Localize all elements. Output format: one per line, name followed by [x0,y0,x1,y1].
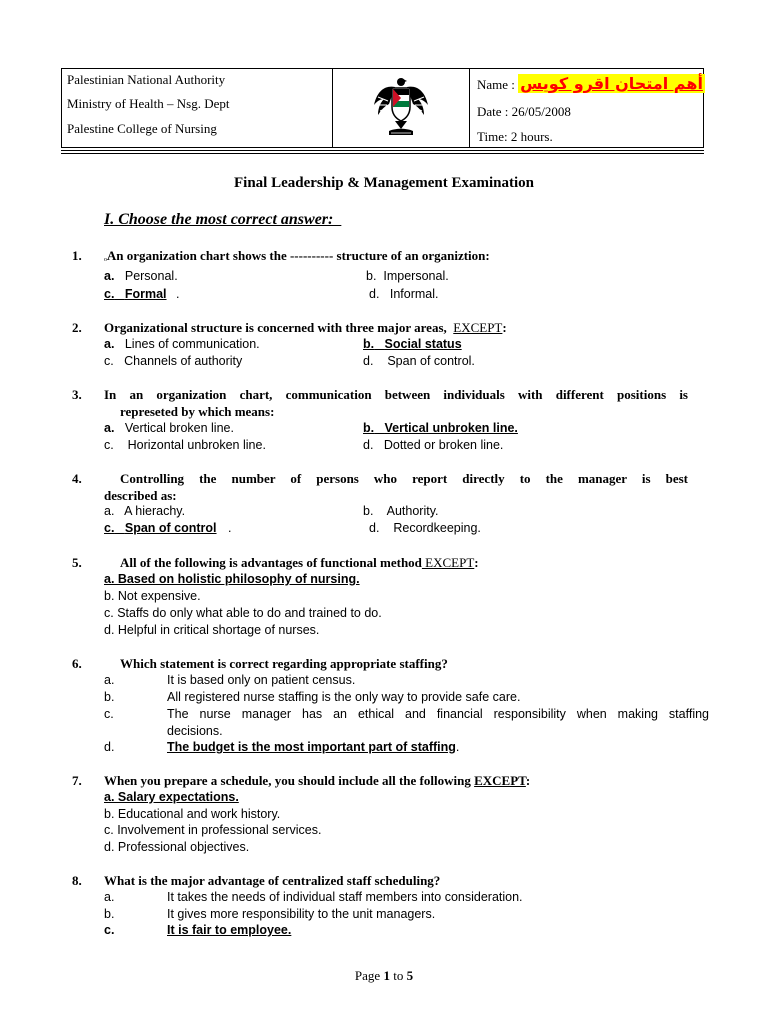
option-a: a. A hierachy. [104,504,186,518]
option-c: c. Channels of authority [104,354,243,368]
page-total: 5 [406,968,414,983]
question-stem: Controlling the number of persons who report directly to the manager is best [120,471,688,486]
option-d: d. Helpful in critical shortage of nurses. [104,623,320,637]
name-label: Name : [477,77,515,92]
time-row [477,129,553,145]
option-c-correct: It is fair to employee. [167,923,292,937]
question-stem: What is the major advantage of centralized staff scheduling? [104,873,441,888]
header-table [61,68,704,148]
question-number: 1. [72,248,82,263]
emblem-cell [332,69,470,147]
org-line-2: Ministry of Health – Nsg. Dept [67,96,230,111]
except-emphasis: EXCEPT [421,555,475,570]
org-line-3: Palestine College of Nursing [67,121,217,136]
time-label: Time: [477,129,508,144]
option-a: It is based only on patient census. [167,673,356,687]
question-stem: Organizational structure is concerned with three major areas, EXCEPT: [104,320,507,335]
option-c-line-2: decisions. [167,724,223,738]
option-c-correct: c. Formal [104,287,167,301]
option-d-letter: d. [104,740,115,754]
page-footer [0,968,768,984]
option-b: b. Impersonal. [366,269,449,283]
option-d: d. Span of control. [363,354,475,368]
time-value: 2 hours. [510,129,553,144]
option-a-correct: a. Salary expectations. [104,790,239,804]
question-stem: Which statement is correct regarding appropriate staffing? [120,656,448,671]
option-b: b. Educational and work history. [104,807,281,821]
except-emphasis: EXCEPT [474,773,526,788]
option-b: It gives more responsibility to the unit managers. [167,907,436,921]
question-stem-line-2: represeted by which means: [120,404,275,419]
question-number: 4. [72,471,82,486]
question-stem: When you prepare a schedule, you should include all the following EXCEPT: [104,773,531,788]
except-emphasis: EXCEPT [453,320,503,335]
option-a: a. Lines of communication. [104,337,260,351]
question-stem-line-2: described as: [104,488,177,503]
option-b-letter: b. [104,907,115,921]
org-line-1: Palestinian National Authority [67,72,226,87]
option-a-letter: a. [104,890,115,904]
question-number: 2. [72,320,82,335]
option-a-letter: a. [104,673,115,687]
page-separator: to [393,968,404,983]
option-c-correct: c. Span of control [104,521,217,535]
date-label: Date : [477,104,509,119]
option-d: d. Informal. [369,287,439,301]
option-c: The nurse manager has an ethical and financial responsibility when making staffing [167,707,709,721]
option-b: b. Authority. [363,504,439,518]
option-d: d. Dotted or broken line. [363,438,504,452]
option-c: c. Involvement in professional services. [104,823,322,837]
name-row [477,74,705,93]
option-d: d. Professional objectives. [104,840,250,854]
date-value: 26/05/2008 [511,104,571,119]
question-stem: All of the following is advantages of functional method EXCEPT: [120,555,479,570]
page-current: 1 [383,968,390,983]
section-heading: I. Choose the most correct answer: [104,211,342,228]
option-a: It takes the needs of individual staff members into consideration. [167,890,523,904]
question-stem: In an organization chart, communication between individuals with different positions is [104,387,688,402]
option-c-letter: c. [104,923,115,937]
option-b-correct: b. Vertical unbroken line. [363,421,518,435]
bullet-mark: ₒ [104,252,107,263]
option-a: a. Vertical broken line. [104,421,234,435]
question-number: 3. [72,387,82,402]
option-b: All registered nurse staffing is the only way to provide safe care. [167,690,521,704]
option-b-correct: b. Social status [363,337,462,351]
question-stem: ₒAn organization chart shows the ---------- structure of an organiztion: [104,248,490,263]
exam-title: Final Leadership & Management Examination [233,175,534,191]
org-cell [62,69,332,147]
option-b: b. Not expensive. [104,589,201,603]
header-double-rule [61,150,704,154]
option-d: d. Recordkeeping. [369,521,481,535]
exam-info-cell [470,69,703,147]
date-row [477,104,571,120]
name-value: أهم امتحان اقرو كويس [520,74,703,93]
option-c: c. Horizontal unbroken line. [104,438,266,452]
question-number: 7. [72,773,82,788]
option-c-letter: c. [104,707,114,721]
question-number: 5. [72,555,82,570]
option-a: a. Personal. [104,269,178,283]
option-a-correct: a. Based on holistic philosophy of nursing. [104,572,360,586]
page-label: Page [354,968,381,983]
option-d-correct: The budget is the most important part of staffing. [167,740,460,754]
palestinian-eagle-emblem-icon [371,75,431,141]
option-b-letter: b. [104,690,115,704]
question-number: 8. [72,873,82,888]
option-c: c. Staffs do only what able to do and trained to do. [104,606,382,620]
question-number: 6. [72,656,82,671]
